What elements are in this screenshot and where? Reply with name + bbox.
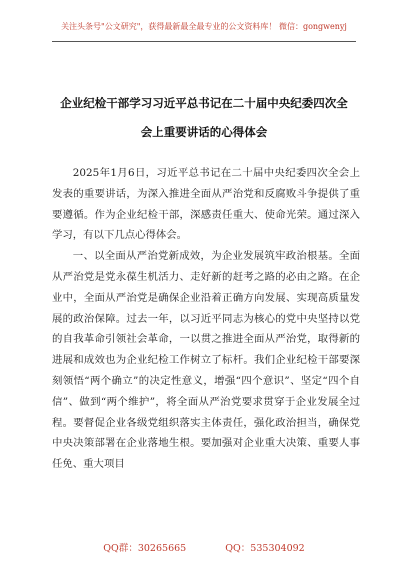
body-paragraph: 2025年1月6日，习近平总书记在二十届中央纪委四次全会上发表的重要讲话，为深入推进全面从严治党和反腐败斗争提供了重要遵循。作为企业纪检干部，深感责任重大、使命光荣。通过深入学习，有以下几点心得体会。 xyxy=(52,167,360,242)
header-note: 关注头条号"公文研究"，获得最新最全最专业的公文资料库！ 微信：gongwenyj xyxy=(61,22,347,31)
footer-qq: QQ：535304092 xyxy=(225,543,305,554)
body-paragraph: 一、以全面从严治党新成效，为企业发展筑牢政治根基。全面从严治党是党永葆生机活力、走好新的赶考之路的必由之路。在企业中，全面从严治党是确保企业沿着正确方向发展、实现高质量发展的政治保障。过去一年，以习近平同志为核心的党中央坚持以党的自我革命引领社会革命，一以贯之推进全面从严治党，取得新的进展和成效也为企业纪检工作树立了标杆。我们企业纪检干部要深刻领悟“两个确立”的决定性意义，增强“四个意识”、坚定“四个自信”、做到“两个维护”，将全面从严治党要求贯穿于企业发展全过程。要督促企业各级党组织落实主体责任，强化政治担当，确保党中央决策部署在企业落地生根。要加强对企业重大决策、重要人事任免、重大项目 xyxy=(52,250,360,471)
document-title-line-2: 会上重要讲话的心得体会 xyxy=(140,125,268,139)
footer-qq-group: QQ群：30265665 xyxy=(103,543,187,554)
footer-contact xyxy=(0,540,408,554)
document-body xyxy=(52,163,360,475)
document-title-line-1: 企业纪检干部学习习近平总书记在二十届中央纪委四次全 xyxy=(60,96,348,110)
header-divider xyxy=(52,41,356,42)
